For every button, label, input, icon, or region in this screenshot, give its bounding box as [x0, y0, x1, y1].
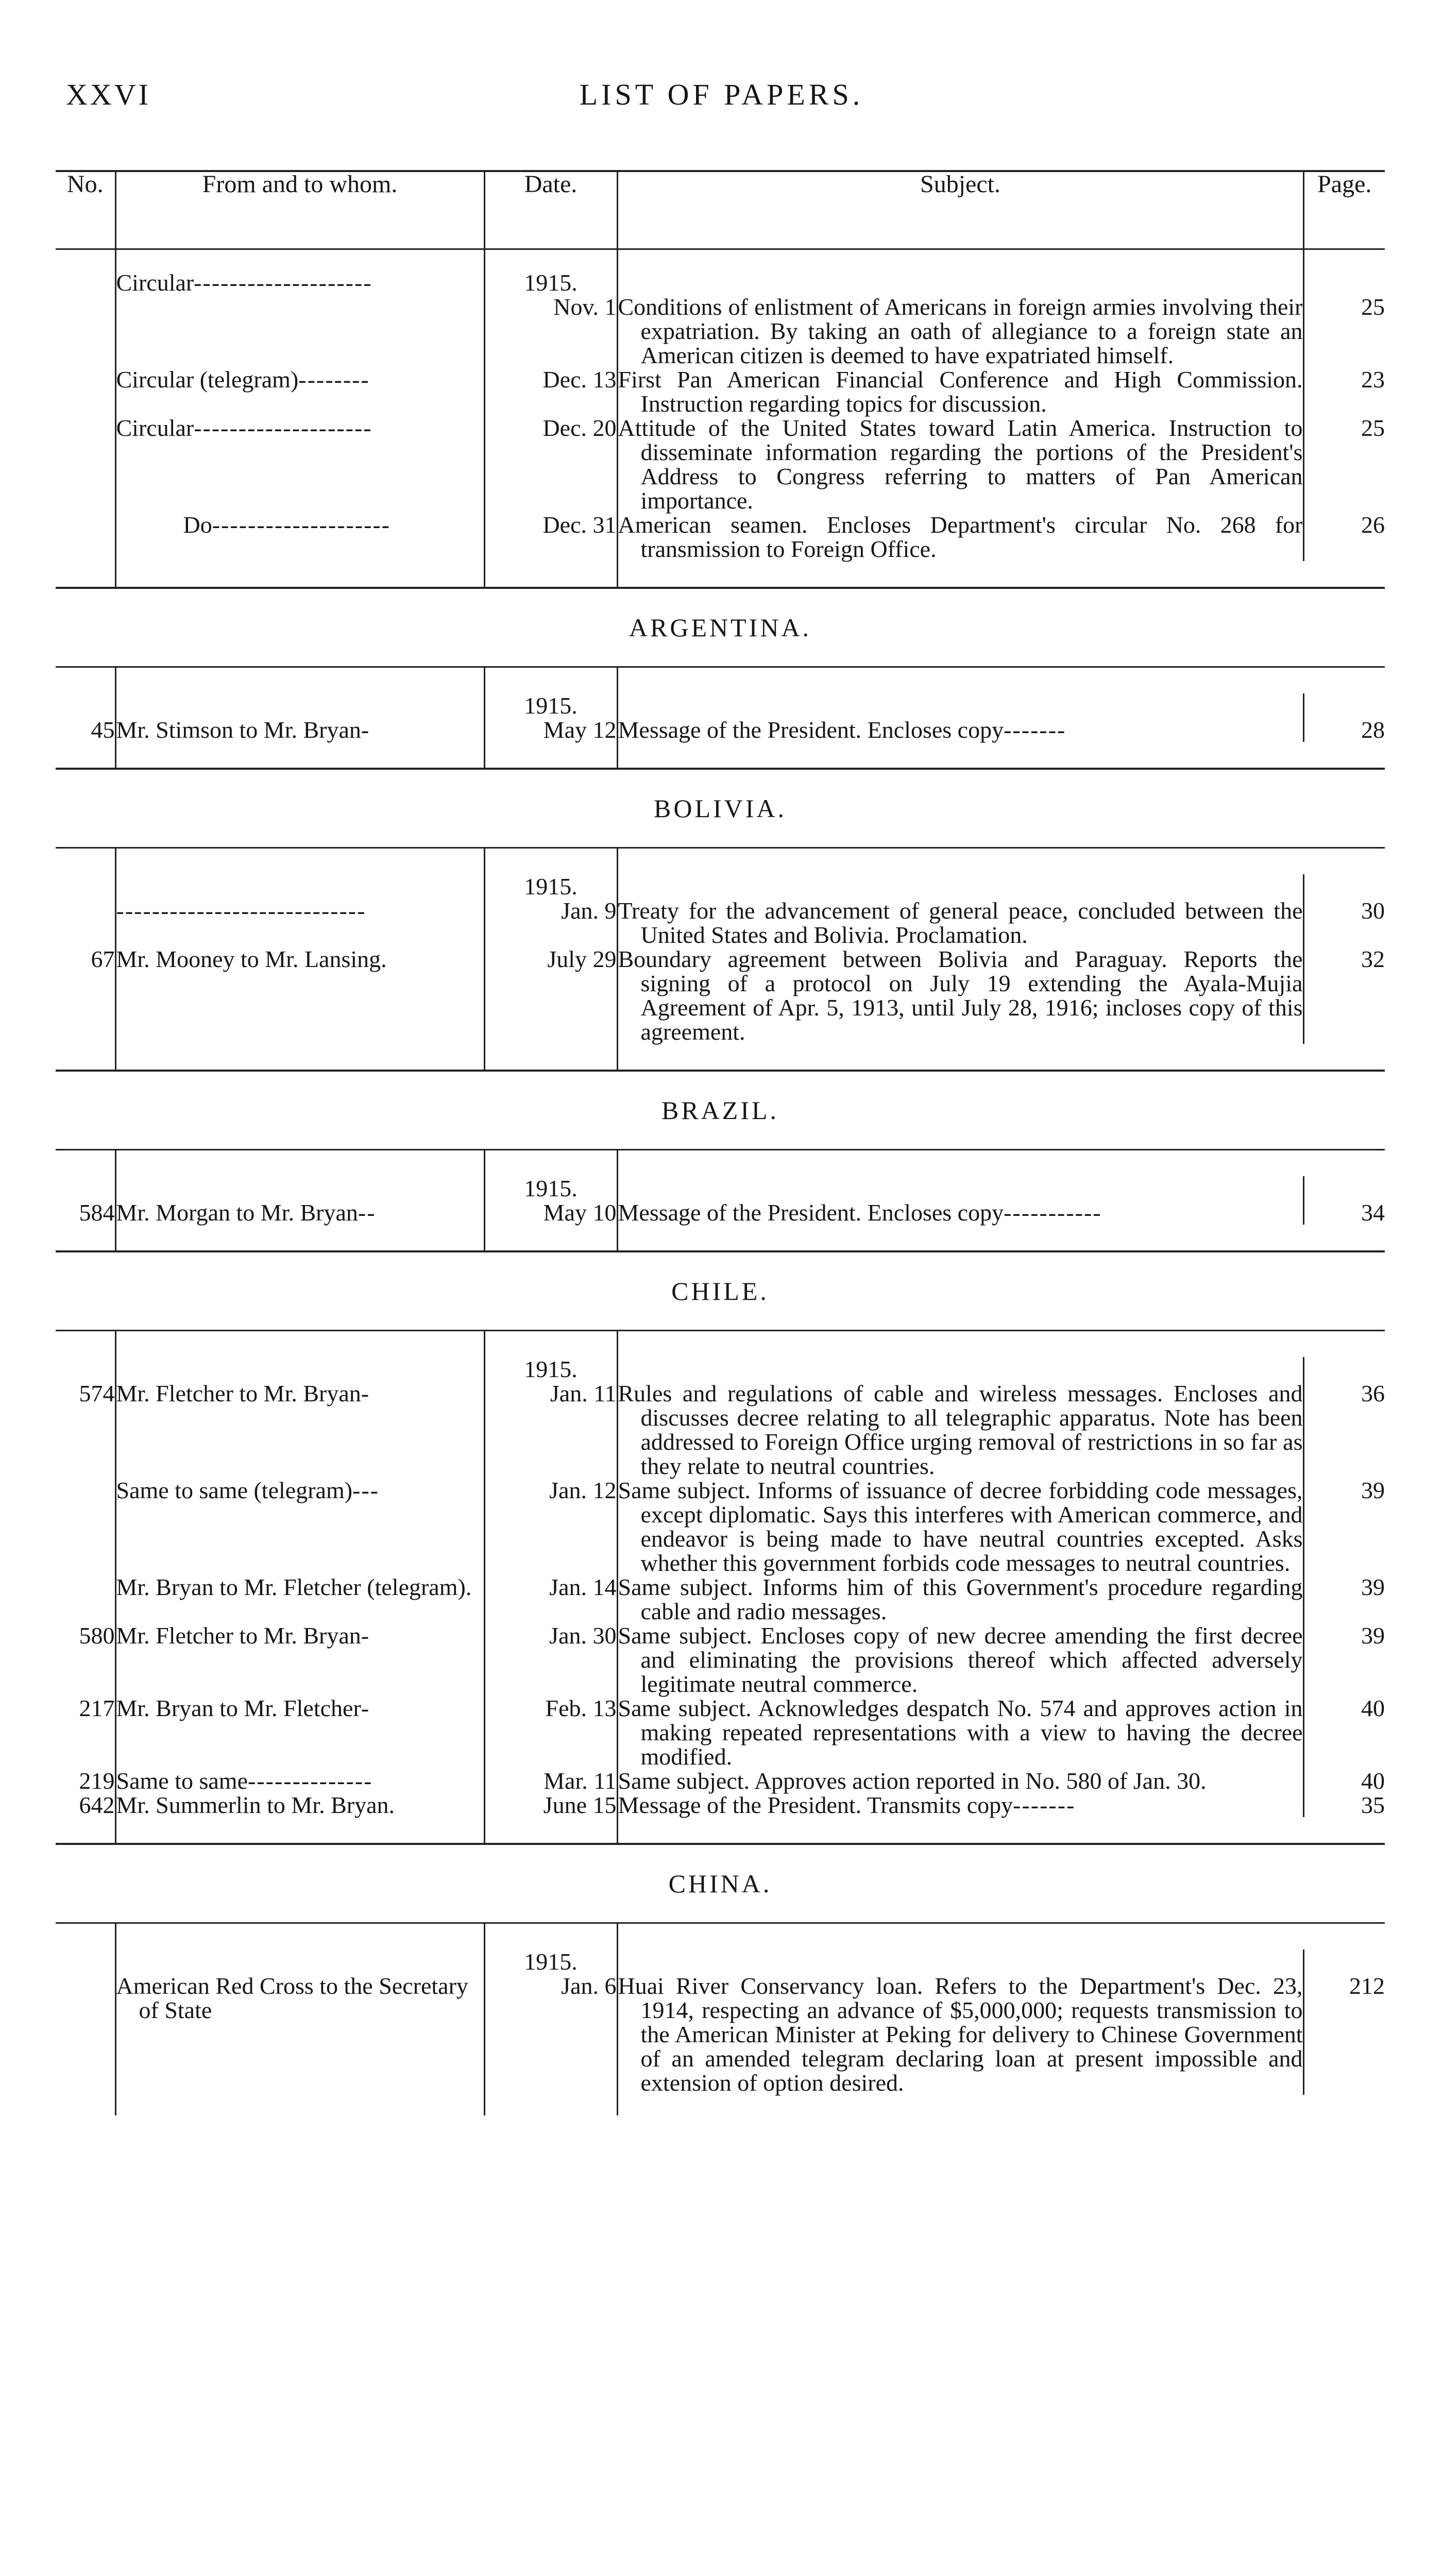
table-row: [56, 513, 1385, 561]
entry-date: Feb. 13: [484, 1696, 617, 1769]
table-row: [56, 1769, 1385, 1793]
entry-subject: Same subject. Informs him of this Government's procedure regarding cable and radio messages.: [618, 1574, 1303, 1624]
entry-subject: Message of the President. Encloses copy-----------: [617, 1176, 1303, 1225]
entry-no: [56, 1575, 115, 1623]
entry-from: Circular (telegram)--------: [115, 367, 484, 416]
column-header-row: [56, 171, 1385, 249]
table-row: [56, 1793, 1385, 1817]
entry-from: Mr. Bryan to Mr. Fletcher-: [115, 1696, 484, 1769]
running-head: [0, 77, 1443, 124]
entry-date: Dec. 13: [484, 367, 617, 416]
section-heading-brazil: BRAZIL.: [661, 1095, 779, 1125]
entry-date: Dec. 31: [484, 513, 617, 561]
col-date: Date.: [484, 171, 617, 249]
entry-from: ----------------------------: [115, 874, 484, 947]
entry-no: 45: [91, 717, 115, 743]
section-heading-argentina: ARGENTINA.: [629, 613, 812, 642]
entry-date: Mar. 11: [484, 1769, 617, 1793]
entry-date: Dec. 20: [484, 416, 617, 513]
entry-from: Mr. Mooney to Mr. Lansing.: [115, 947, 484, 1044]
entry-subject: Message of the President. Transmits copy-------: [617, 1793, 1303, 1817]
entry-subject: Same subject. Acknowledges despatch No. 574 and approves action in making repeated representations with a view to having the decree modified.: [618, 1695, 1303, 1770]
entry-page: 34: [1361, 1199, 1385, 1226]
entry-no: 219: [79, 1768, 115, 1794]
table-row: [56, 1950, 1385, 2095]
table-row: [56, 1176, 1385, 1225]
entry-page: 40: [1361, 1768, 1385, 1794]
entry-no: 67: [91, 946, 115, 972]
entry-subject: Treaty for the advancement of general peace, concluded between the United States and Bolivia. Proclamation.: [617, 874, 1303, 947]
entry-date: Jan. 14: [484, 1575, 617, 1623]
entry-subject: Same subject. Approves action reported in No. 580 of Jan. 30.: [617, 1769, 1303, 1793]
entry-subject: Attitude of the United States toward Latin America. Instruction to disseminate information regarding the portions of the President's Address to Congress referring to matters of Pan American importance.: [618, 415, 1303, 514]
entry-no: [56, 270, 115, 367]
entry-page: 28: [1361, 717, 1385, 743]
entry-from: Circular--------------------: [115, 270, 484, 367]
entry-date: 1915. Jan. 9: [484, 874, 617, 947]
entry-date: Jan. 12: [484, 1478, 617, 1575]
entry-page: 35: [1361, 1792, 1385, 1818]
entry-subject: Message of the President. Encloses copy-------: [617, 693, 1303, 742]
page-folio: XXVI: [66, 78, 151, 111]
entry-date: 1915. Jan. 11: [484, 1357, 617, 1478]
section-heading-bolivia: BOLIVIA.: [653, 793, 787, 823]
table-row: [56, 1696, 1385, 1769]
entry-no: 574: [79, 1380, 115, 1406]
table-row: [56, 874, 1385, 947]
entry-subject: Boundary agreement between Bolivia and Paraguay. Reports the signing of a protocol on July 19 extending the Ayala-Mujia Agreement of Apr. 5, 1913, until July 28, 1916; incloses copy of this agreement.: [618, 946, 1303, 1045]
entry-subject: Huai River Conservancy loan. Refers to the Department's Dec. 23, 1914, respecting an advance of $5,000,000; requests transmission to the American Minister at Peking for delivery to Chinese Government of an amended telegram declaring loan at present impossible and extension of option desired.: [617, 1950, 1303, 2095]
col-subject: Subject.: [617, 171, 1303, 249]
entry-no: [56, 1478, 115, 1575]
entry-page: 25: [1361, 294, 1385, 320]
entry-date: July 29: [484, 947, 617, 1044]
table-row: [56, 367, 1385, 416]
table-row: [56, 693, 1385, 742]
section-heading-china: CHINA.: [668, 1869, 772, 1898]
table-row: [56, 1575, 1385, 1623]
section-heading-chile: CHILE.: [671, 1276, 769, 1306]
entry-from: Same to same--------------: [115, 1769, 484, 1793]
entry-from: Circular--------------------: [115, 416, 484, 513]
entry-no: [56, 874, 115, 947]
entry-page: 39: [1361, 1574, 1385, 1600]
entry-from: Mr. Bryan to Mr. Fletcher (telegram).: [115, 1575, 484, 1623]
entry-from: Mr. Fletcher to Mr. Bryan-: [115, 1623, 484, 1696]
entry-subject: First Pan American Financial Conference and High Commission. Instruction regarding topics for discussion.: [618, 366, 1303, 417]
entry-page: 40: [1361, 1695, 1385, 1721]
entry-page: 26: [1361, 512, 1385, 538]
entry-no: [56, 513, 115, 561]
entry-subject: Same subject. Encloses copy of new decree amending the first decree and eliminating the provisions thereof which affected adversely legitimate neutral commerce.: [618, 1622, 1303, 1697]
entry-page: 39: [1361, 1477, 1385, 1503]
entry-subject: American seamen. Encloses Department's circular No. 268 for transmission to Foreign Office.: [618, 512, 1303, 562]
table-row: [56, 416, 1385, 513]
table-row: [56, 1357, 1385, 1478]
entry-from: Same to same (telegram)---: [115, 1478, 484, 1575]
table-row: [56, 947, 1385, 1044]
table-row: [56, 1623, 1385, 1696]
entry-date: 1915. May 10: [484, 1176, 617, 1225]
entry-page: 212: [1349, 1973, 1385, 1999]
col-page: Page.: [1303, 171, 1385, 249]
page-title: LIST OF PAPERS.: [579, 78, 864, 111]
entry-from: Mr. Summerlin to Mr. Bryan.: [115, 1793, 484, 1817]
col-no: No.: [56, 171, 115, 249]
table-row: [56, 270, 1385, 367]
entry-date: Jan. 30: [484, 1623, 617, 1696]
entry-date: 1915. Nov. 1: [484, 270, 617, 367]
entry-date: 1915. Jan. 6: [484, 1950, 617, 2095]
entry-no: 580: [79, 1622, 115, 1649]
entry-no: [56, 416, 115, 513]
entry-from: Mr. Stimson to Mr. Bryan-: [115, 693, 484, 742]
entry-page: 39: [1361, 1622, 1385, 1649]
entry-no: [56, 1950, 115, 2095]
entry-subject: Same subject. Informs of issuance of decree forbidding code messages, except diplomatic. Says this interferes with American commerce, and endeavor is being made to have neutral countries excepted. Asks whether this government forbids code messages to neutral countries.: [618, 1477, 1303, 1576]
entry-subject: Conditions of enlistment of Americans in foreign armies involving their expatriation. By taking an oath of allegiance to a foreign state an American citizen is deemed to have expatriated himself.: [617, 270, 1303, 367]
entry-from: Mr. Fletcher to Mr. Bryan-: [115, 1357, 484, 1478]
entry-subject: Rules and regulations of cable and wireless messages. Encloses and discusses decree relating to all telegraphic apparatus. Note has been addressed to Foreign Office urging removal of restrictions in so far as they relate to neutral countries.: [617, 1357, 1303, 1478]
entry-page: 30: [1361, 897, 1385, 924]
entry-no: [56, 367, 115, 416]
entry-no: 217: [79, 1695, 115, 1721]
entry-no: 584: [79, 1199, 115, 1226]
entry-page: 32: [1361, 946, 1385, 972]
entry-from: American Red Cross to the Secretary of State: [115, 1950, 484, 2095]
list-of-papers-table: [56, 170, 1385, 2115]
entry-page: 36: [1361, 1380, 1385, 1406]
entry-page: 23: [1361, 366, 1385, 393]
entry-page: 25: [1361, 415, 1385, 441]
table-row: [56, 1478, 1385, 1575]
entry-date: June 15: [484, 1793, 617, 1817]
entry-from: Do--------------------: [115, 513, 484, 561]
col-from: From and to whom.: [115, 171, 484, 249]
entry-no: 642: [79, 1792, 115, 1818]
entry-date: 1915. May 12: [484, 693, 617, 742]
entry-from: Mr. Morgan to Mr. Bryan--: [115, 1176, 484, 1225]
